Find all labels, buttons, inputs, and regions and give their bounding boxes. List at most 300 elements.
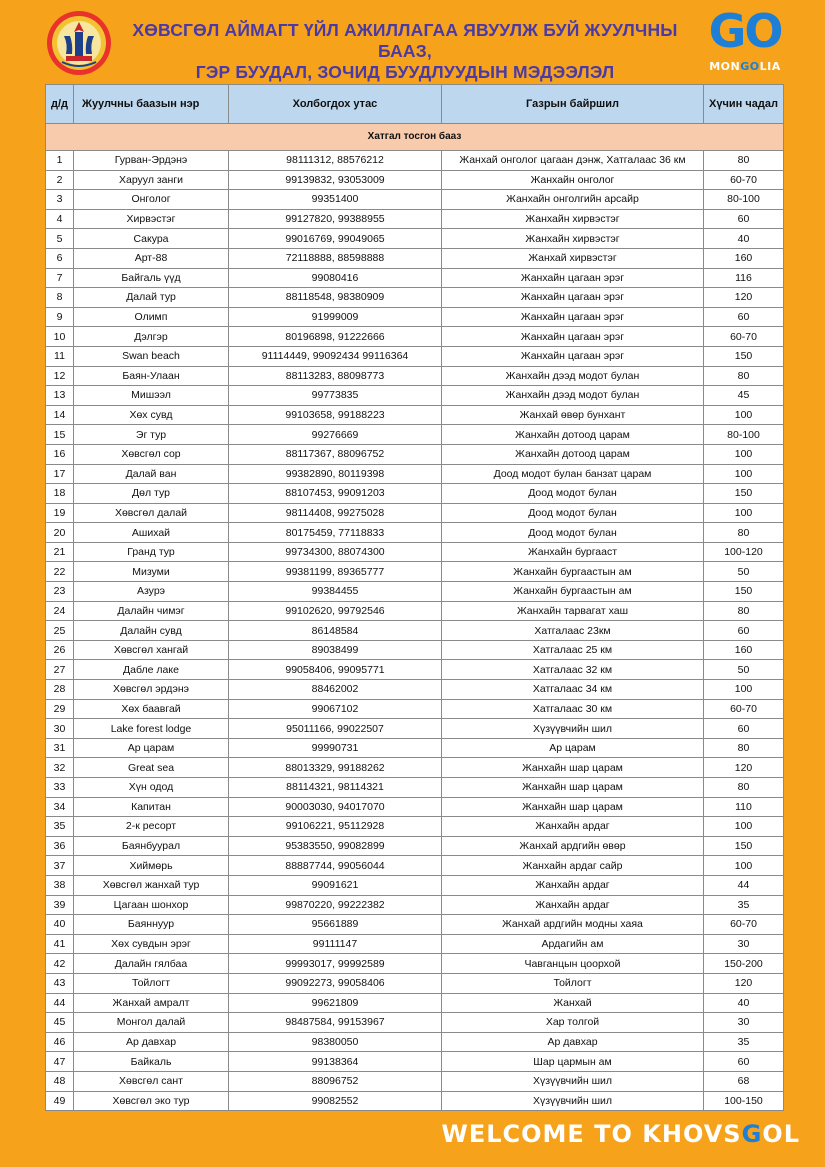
phone: 88113283, 88098773	[229, 366, 442, 386]
row-number: 16	[46, 444, 74, 464]
row-number: 38	[46, 875, 74, 895]
table-row	[46, 288, 784, 308]
capacity: 150	[704, 582, 784, 602]
camp-name: Мизуми	[74, 562, 229, 582]
phone: 99016769, 99049065	[229, 229, 442, 249]
phone: 99384455	[229, 582, 442, 602]
capacity: 80-100	[704, 425, 784, 445]
table-row	[46, 484, 784, 504]
capacity: 100	[704, 680, 784, 700]
phone: 99106221, 95112928	[229, 817, 442, 837]
camp-name: Ашихай	[74, 523, 229, 543]
phone: 99138364	[229, 1052, 442, 1072]
section-title: Хатгал тосгон бааз	[46, 124, 784, 151]
row-number: 15	[46, 425, 74, 445]
phone: 99111147	[229, 934, 442, 954]
table-row	[46, 660, 784, 680]
location: Доод модот булан	[442, 523, 704, 543]
table-row	[46, 875, 784, 895]
row-number: 25	[46, 621, 74, 641]
capacity: 60-70	[704, 915, 784, 935]
camp-name: Далай ван	[74, 464, 229, 484]
table-row	[46, 895, 784, 915]
camp-name: Гранд тур	[74, 542, 229, 562]
table-row	[46, 151, 784, 171]
col-header-phone: Холбогдох утас	[229, 85, 442, 124]
phone: 99870220, 99222382	[229, 895, 442, 915]
row-number: 34	[46, 797, 74, 817]
capacity: 100	[704, 464, 784, 484]
camp-name: Баян-Улаан	[74, 366, 229, 386]
camp-name: Мишээл	[74, 386, 229, 406]
phone: 89038499	[229, 640, 442, 660]
table-row	[46, 562, 784, 582]
location: Доод модот булан	[442, 503, 704, 523]
col-header-location: Газрын байршил	[442, 85, 704, 124]
row-number: 21	[46, 542, 74, 562]
location: Жанхай онголог цагаан дэнж, Хатгалаас 36 км	[442, 151, 704, 171]
camp-name: Хөвсгөл хангай	[74, 640, 229, 660]
camp-name: Дөл тур	[74, 484, 229, 504]
camp-name: Онголог	[74, 190, 229, 210]
location: Жанхай өвөр бунхант	[442, 405, 704, 425]
location: Тойлогт	[442, 973, 704, 993]
col-header-capacity: Хүчин чадал	[704, 85, 784, 124]
phone: 80175459, 77118833	[229, 523, 442, 543]
row-number: 14	[46, 405, 74, 425]
table-row	[46, 190, 784, 210]
row-number: 12	[46, 366, 74, 386]
row-number: 6	[46, 248, 74, 268]
table-row	[46, 542, 784, 562]
location: Жанхайн тарвагат хаш	[442, 601, 704, 621]
camp-name: Хүн одод	[74, 778, 229, 798]
camp-name: Дэлгэр	[74, 327, 229, 347]
phone: 99773835	[229, 386, 442, 406]
page-title	[120, 20, 690, 83]
capacity: 100	[704, 817, 784, 837]
phone: 99092273, 99058406	[229, 973, 442, 993]
camp-name: Хөвсгөл сор	[74, 444, 229, 464]
camp-name: Swan beach	[74, 346, 229, 366]
location: Жанхайн цагаан эрэг	[442, 346, 704, 366]
capacity: 120	[704, 288, 784, 308]
phone: 88887744, 99056044	[229, 856, 442, 876]
phone: 99993017, 99992589	[229, 954, 442, 974]
camp-name: Дабле лаке	[74, 660, 229, 680]
phone: 99621809	[229, 993, 442, 1013]
location: Жанхайн цагаан эрэг	[442, 288, 704, 308]
location: Доод модот булан	[442, 484, 704, 504]
capacity: 50	[704, 562, 784, 582]
camp-name: Баяннуур	[74, 915, 229, 935]
location: Жанхайн цагаан эрэг	[442, 268, 704, 288]
camp-name: Тойлогт	[74, 973, 229, 993]
capacity: 44	[704, 875, 784, 895]
location: Ар царам	[442, 738, 704, 758]
phone: 95383550, 99082899	[229, 836, 442, 856]
section-row	[46, 124, 784, 151]
camp-name: Гурван-Эрдэнэ	[74, 151, 229, 171]
row-number: 37	[46, 856, 74, 876]
camp-name: Lake forest lodge	[74, 719, 229, 739]
phone: 99082552	[229, 1091, 442, 1111]
phone: 88107453, 99091203	[229, 484, 442, 504]
phone: 99381199, 89365777	[229, 562, 442, 582]
row-number: 24	[46, 601, 74, 621]
row-number: 17	[46, 464, 74, 484]
phone: 98380050	[229, 1032, 442, 1052]
location: Жанхайн шар царам	[442, 797, 704, 817]
capacity: 80	[704, 366, 784, 386]
row-number: 35	[46, 817, 74, 837]
khuvsgul-emblem-icon	[46, 10, 112, 76]
location: Жанхайн дотоод царам	[442, 425, 704, 445]
capacity: 80	[704, 523, 784, 543]
title-line-2: ГЭР БУУДАЛ, ЗОЧИД БУУДЛУУДЫН МЭДЭЭЛЭЛ	[195, 62, 615, 82]
table-row	[46, 699, 784, 719]
capacity: 60-70	[704, 170, 784, 190]
table-row	[46, 405, 784, 425]
capacity: 60	[704, 1052, 784, 1072]
row-number: 10	[46, 327, 74, 347]
table-row	[46, 797, 784, 817]
capacity: 80	[704, 738, 784, 758]
location: Ардагийн ам	[442, 934, 704, 954]
row-number: 46	[46, 1032, 74, 1052]
phone: 86148584	[229, 621, 442, 641]
location: Ар давхар	[442, 1032, 704, 1052]
camp-name: Монгол далай	[74, 1013, 229, 1033]
phone: 90003030, 94017070	[229, 797, 442, 817]
phone: 80196898, 91222666	[229, 327, 442, 347]
location: Жанхай ардгийн өвөр	[442, 836, 704, 856]
capacity: 30	[704, 1013, 784, 1033]
phone: 99080416	[229, 268, 442, 288]
footer-text-end: OL	[762, 1120, 800, 1148]
row-number: 26	[46, 640, 74, 660]
location: Хатгалаас 25 км	[442, 640, 704, 660]
table-row	[46, 268, 784, 288]
phone: 98111312, 88576212	[229, 151, 442, 171]
row-number: 2	[46, 170, 74, 190]
table-row	[46, 1052, 784, 1072]
phone: 99058406, 99095771	[229, 660, 442, 680]
location: Жанхайн бургааcтын ам	[442, 582, 704, 602]
table-row	[46, 503, 784, 523]
capacity: 60	[704, 307, 784, 327]
capacity: 80-100	[704, 190, 784, 210]
capacity: 150-200	[704, 954, 784, 974]
camp-name: Great sea	[74, 758, 229, 778]
location: Жанхайн ардаг	[442, 895, 704, 915]
row-number: 5	[46, 229, 74, 249]
row-number: 18	[46, 484, 74, 504]
tourist-camps-table	[45, 84, 784, 1111]
capacity: 120	[704, 973, 784, 993]
capacity: 80	[704, 151, 784, 171]
capacity: 100	[704, 856, 784, 876]
table-row	[46, 366, 784, 386]
capacity: 160	[704, 640, 784, 660]
row-number: 22	[46, 562, 74, 582]
capacity: 100-150	[704, 1091, 784, 1111]
row-number: 44	[46, 993, 74, 1013]
location: Жанхайн цагаан эрэг	[442, 327, 704, 347]
camp-name: Харуул занги	[74, 170, 229, 190]
capacity: 150	[704, 346, 784, 366]
camp-name: Хөвсгөл эрдэнэ	[74, 680, 229, 700]
camp-name: Далайн гялбаа	[74, 954, 229, 974]
capacity: 68	[704, 1071, 784, 1091]
camp-name: Байгаль үүд	[74, 268, 229, 288]
row-number: 42	[46, 954, 74, 974]
logo-lia: LIA	[759, 60, 781, 73]
phone: 99382890, 80119398	[229, 464, 442, 484]
camp-name: Хөвсгөл сант	[74, 1071, 229, 1091]
camp-name: Далайн чимэг	[74, 601, 229, 621]
row-number: 36	[46, 836, 74, 856]
table-row	[46, 601, 784, 621]
row-number: 13	[46, 386, 74, 406]
capacity: 100	[704, 503, 784, 523]
camp-name: Хиймөрь	[74, 856, 229, 876]
row-number: 7	[46, 268, 74, 288]
camp-name: Жанхай амралт	[74, 993, 229, 1013]
table-row	[46, 1032, 784, 1052]
camp-name: Байкаль	[74, 1052, 229, 1072]
location: Хатгалаас 30 км	[442, 699, 704, 719]
camp-name: 2-к ресорт	[74, 817, 229, 837]
location: Жанхайн онголог	[442, 170, 704, 190]
location: Жанхайн бургааст	[442, 542, 704, 562]
row-number: 20	[46, 523, 74, 543]
camp-name: Азурэ	[74, 582, 229, 602]
table-row	[46, 327, 784, 347]
phone: 99351400	[229, 190, 442, 210]
logo-go-highlight: GO	[740, 60, 760, 73]
table-row	[46, 817, 784, 837]
table-row	[46, 621, 784, 641]
page-header	[0, 0, 825, 84]
phone: 88117367, 88096752	[229, 444, 442, 464]
camp-name: Капитан	[74, 797, 229, 817]
location: Хүзүүвчийн шил	[442, 719, 704, 739]
capacity: 40	[704, 993, 784, 1013]
table-header-row	[46, 85, 784, 124]
location: Жанхайн хирвэстэг	[442, 209, 704, 229]
row-number: 11	[46, 346, 74, 366]
row-number: 39	[46, 895, 74, 915]
location: Жанхайн шар царам	[442, 758, 704, 778]
table-row	[46, 523, 784, 543]
col-header-name: Жуулчны баазын нэр	[74, 85, 229, 124]
phone: 99103658, 99188223	[229, 405, 442, 425]
table-row	[46, 719, 784, 739]
location: Хатгалаас 34 км	[442, 680, 704, 700]
camp-name: Олимп	[74, 307, 229, 327]
camp-name: Хөх сувд	[74, 405, 229, 425]
row-number: 41	[46, 934, 74, 954]
phone: 88114321, 98114321	[229, 778, 442, 798]
col-header-number: д/д	[46, 85, 74, 124]
footer-text: WELCOME TO KHOVS	[441, 1120, 742, 1148]
camp-name: Хөвсгөл жанхай тур	[74, 875, 229, 895]
row-number: 9	[46, 307, 74, 327]
camp-name: Далай тур	[74, 288, 229, 308]
camp-name: Эг тур	[74, 425, 229, 445]
camp-name: Арт-88	[74, 248, 229, 268]
capacity: 120	[704, 758, 784, 778]
table-row	[46, 425, 784, 445]
row-number: 43	[46, 973, 74, 993]
location: Жанхай хирвэстэг	[442, 248, 704, 268]
tourist-camps-table-container	[45, 84, 783, 1111]
camp-name: Хирвэстэг	[74, 209, 229, 229]
table-row	[46, 993, 784, 1013]
capacity: 80	[704, 601, 784, 621]
row-number: 45	[46, 1013, 74, 1033]
phone: 91999009	[229, 307, 442, 327]
capacity: 60	[704, 719, 784, 739]
capacity: 100	[704, 444, 784, 464]
location: Жанхайн дээд модот булан	[442, 386, 704, 406]
table-row	[46, 464, 784, 484]
phone: 99091621	[229, 875, 442, 895]
footer-slogan	[430, 1120, 800, 1148]
phone: 91114449, 99092434 99116364	[229, 346, 442, 366]
location: Хүзүүвчийн шил	[442, 1071, 704, 1091]
table-row	[46, 1071, 784, 1091]
row-number: 40	[46, 915, 74, 935]
phone: 99276669	[229, 425, 442, 445]
row-number: 19	[46, 503, 74, 523]
phone: 99127820, 99388955	[229, 209, 442, 229]
location: Доод модот булан банзат царам	[442, 464, 704, 484]
table-row	[46, 582, 784, 602]
location: Шар цармын ам	[442, 1052, 704, 1072]
camp-name: Хөвсгөл эко тур	[74, 1091, 229, 1111]
table-row	[46, 954, 784, 974]
row-number: 31	[46, 738, 74, 758]
row-number: 29	[46, 699, 74, 719]
camp-name: Сакура	[74, 229, 229, 249]
location: Жанхай ардгийн модны хаяа	[442, 915, 704, 935]
location: Жанхайн онголгийн арсайр	[442, 190, 704, 210]
row-number: 32	[46, 758, 74, 778]
logo-mon: MON	[709, 60, 741, 73]
capacity: 150	[704, 484, 784, 504]
phone: 88013329, 99188262	[229, 758, 442, 778]
capacity: 116	[704, 268, 784, 288]
table-row	[46, 1091, 784, 1111]
table-row	[46, 856, 784, 876]
phone: 88096752	[229, 1071, 442, 1091]
location: Жанхайн цагаан эрэг	[442, 307, 704, 327]
location: Жанхайн ардаг сайр	[442, 856, 704, 876]
location: Жанхайн дээд модот булан	[442, 366, 704, 386]
row-number: 1	[46, 151, 74, 171]
camp-name: Хөх баавгай	[74, 699, 229, 719]
camp-name: Ар царам	[74, 738, 229, 758]
capacity: 35	[704, 1032, 784, 1052]
capacity: 60-70	[704, 327, 784, 347]
table-row	[46, 209, 784, 229]
capacity: 45	[704, 386, 784, 406]
capacity: 60	[704, 209, 784, 229]
phone: 98114408, 99275028	[229, 503, 442, 523]
table-row	[46, 973, 784, 993]
phone: 72118888, 88598888	[229, 248, 442, 268]
row-number: 8	[46, 288, 74, 308]
table-row	[46, 738, 784, 758]
row-number: 27	[46, 660, 74, 680]
row-number: 48	[46, 1071, 74, 1091]
location: Жанхайн шар царам	[442, 778, 704, 798]
location: Жанхайн бургааcтын ам	[442, 562, 704, 582]
capacity: 35	[704, 895, 784, 915]
phone: 95011166, 99022507	[229, 719, 442, 739]
table-row	[46, 386, 784, 406]
camp-name: Ар давхар	[74, 1032, 229, 1052]
table-row	[46, 229, 784, 249]
go-logo-text: GO	[708, 4, 782, 58]
phone: 98487584, 99153967	[229, 1013, 442, 1033]
phone: 88462002	[229, 680, 442, 700]
capacity: 60	[704, 621, 784, 641]
table-row	[46, 307, 784, 327]
location: Жанхайн ардаг	[442, 817, 704, 837]
location: Жанхайн хирвэстэг	[442, 229, 704, 249]
table-row	[46, 444, 784, 464]
phone: 99734300, 88074300	[229, 542, 442, 562]
table-row	[46, 640, 784, 660]
row-number: 3	[46, 190, 74, 210]
camp-name: Далайн сувд	[74, 621, 229, 641]
phone: 99102620, 99792546	[229, 601, 442, 621]
row-number: 33	[46, 778, 74, 798]
row-number: 4	[46, 209, 74, 229]
mongolia-logo-text	[700, 60, 790, 73]
location: Хүзүүвчийн шил	[442, 1091, 704, 1111]
phone: 95661889	[229, 915, 442, 935]
row-number: 49	[46, 1091, 74, 1111]
table-row	[46, 248, 784, 268]
phone: 99990731	[229, 738, 442, 758]
go-mongolia-logo	[700, 4, 790, 76]
table-row	[46, 836, 784, 856]
footer-highlight: G	[741, 1120, 763, 1148]
location: Жанхайн дотоод царам	[442, 444, 704, 464]
camp-name: Хөх сувдын эрэг	[74, 934, 229, 954]
camp-name: Баянбуурал	[74, 836, 229, 856]
capacity: 150	[704, 836, 784, 856]
row-number: 28	[46, 680, 74, 700]
table-row	[46, 346, 784, 366]
capacity: 40	[704, 229, 784, 249]
row-number: 47	[46, 1052, 74, 1072]
camp-name: Цагаан шонхор	[74, 895, 229, 915]
capacity: 60-70	[704, 699, 784, 719]
row-number: 23	[46, 582, 74, 602]
row-number: 30	[46, 719, 74, 739]
capacity: 80	[704, 778, 784, 798]
phone: 99067102	[229, 699, 442, 719]
location: Хатгалаас 32 км	[442, 660, 704, 680]
location: Чавганцын цоорхой	[442, 954, 704, 974]
table-row	[46, 170, 784, 190]
title-line-1: ХӨВСГӨЛ АЙМАГТ ҮЙЛ АЖИЛЛАГАА ЯВУУЛЖ БУЙ ЖУУЛЧНЫ БААЗ,	[132, 20, 678, 61]
